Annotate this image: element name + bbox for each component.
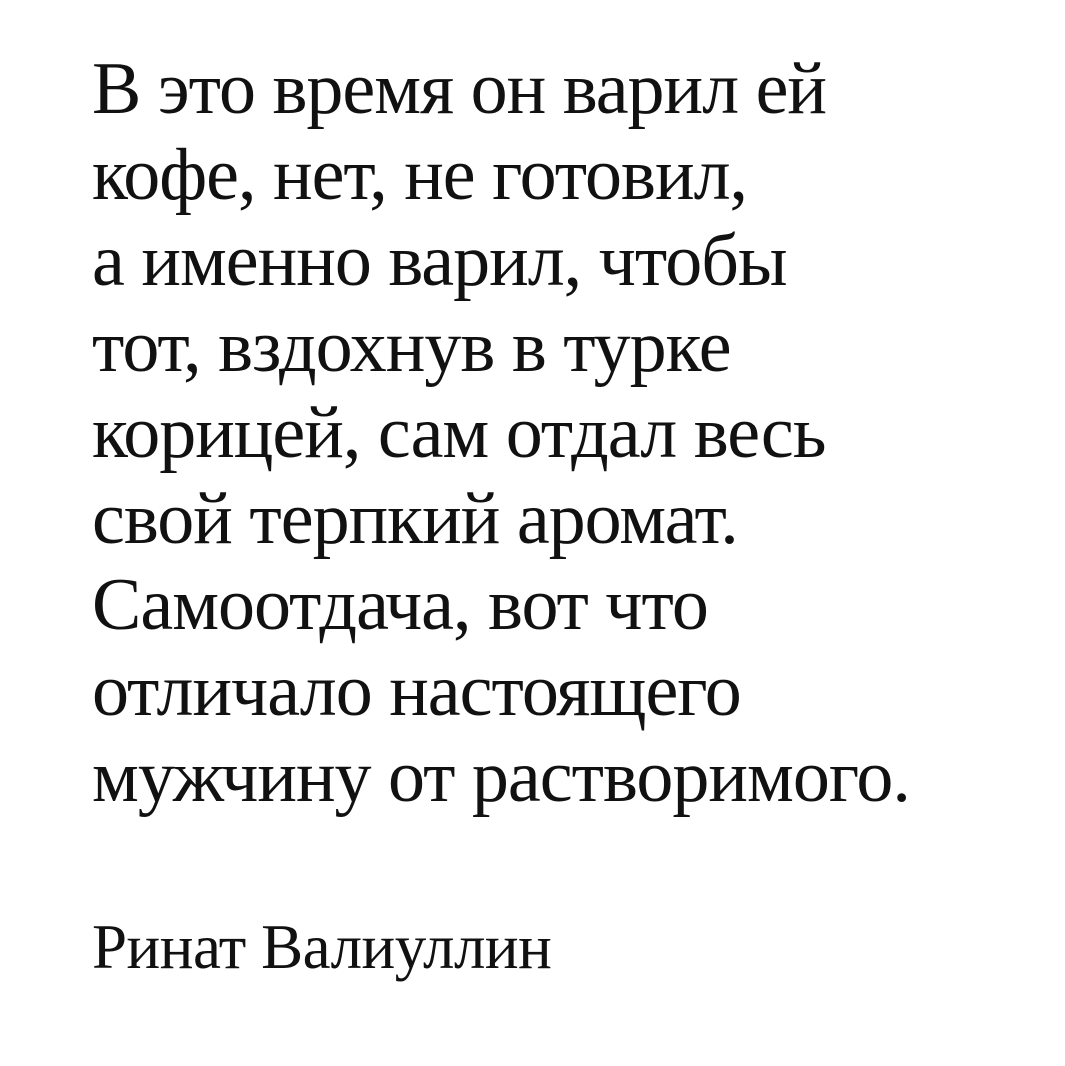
author-name: Ринат Валиуллин: [92, 912, 552, 982]
quote-text: [92, 46, 1025, 820]
quote-line: мужчину от растворимого.: [92, 736, 910, 818]
quote-line: Самоотдача, вот что: [92, 564, 708, 646]
quote-line: а именно варил, чтобы: [92, 220, 787, 302]
quote-line: отличало настоящего: [92, 650, 741, 732]
quote-line: свой терпкий аромат.: [92, 478, 738, 560]
quote-line: В это время он варил ей: [92, 48, 827, 130]
quote-line: корицей, сам отдал весь: [92, 392, 826, 474]
quote-line: кофе, нет, не готовил,: [92, 134, 748, 216]
quote-line: тот, вздохнув в турке: [92, 306, 731, 388]
